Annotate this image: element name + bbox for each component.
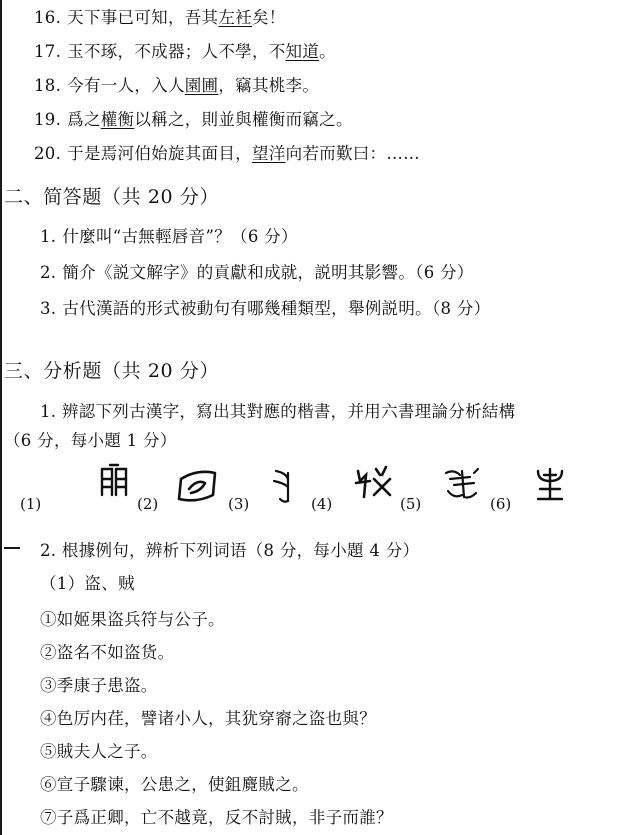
glyph-label-2: (2) xyxy=(137,495,159,513)
glyph-label-3: (3) xyxy=(228,495,250,513)
item-20: 20. 于是焉河伯始旋其面目，望洋向若而歎曰：…… xyxy=(34,144,420,163)
example-4: ④色厉内荏，譬诸小人，其犹穿窬之盗也與？ xyxy=(40,709,376,728)
ancient-glyph-1 xyxy=(92,461,132,505)
example-2: ②盗名不如盗货。 xyxy=(40,643,175,662)
ancient-glyph-row xyxy=(0,455,621,525)
glyph-label-5: (5) xyxy=(400,495,422,513)
example-1: ①如姬果盗兵符与公子。 xyxy=(40,610,225,629)
section2-item-2: 2. 簡介《説文解字》的貢獻和成就，説明其影響。（6 分） xyxy=(40,263,474,282)
section2-heading: 二、简答题（共 20 分） xyxy=(4,186,220,208)
scan-mark xyxy=(4,547,20,549)
ancient-glyph-5 xyxy=(440,465,486,507)
item-16: 16. 天下事已可知，吾其左衽矣！ xyxy=(34,8,286,27)
glyph-label-1: (1) xyxy=(20,495,42,513)
ancient-glyph-4 xyxy=(352,461,394,505)
scan-edge xyxy=(0,0,2,835)
example-6: ⑥宣子驟谏，公患之，使鉏麑賊之。 xyxy=(40,775,309,794)
section3-q2: 2. 根據例句，辨析下列词语（8 分，每小題 4 分） xyxy=(40,541,420,560)
section3-q1-line2: （6 分，每小題 1 分） xyxy=(4,431,177,450)
section2-item-3: 3. 古代漢語的形式被動句有哪幾種類型，舉例説明。（8 分） xyxy=(40,299,491,318)
ancient-glyph-2 xyxy=(173,467,221,505)
section2-item-1: 1. 什麼叫“古無輕唇音”？（6 分） xyxy=(40,227,298,246)
item-18: 18. 今有一人，入人園圃，竊其桃李。 xyxy=(34,76,320,95)
section3-heading: 三、分析题（共 20 分） xyxy=(4,360,220,382)
example-5: ⑤賊夫人之子。 xyxy=(40,742,158,761)
ancient-glyph-6 xyxy=(532,465,568,507)
item-17: 17. 玉不琢，不成器；人不學，不知道。 xyxy=(34,42,336,61)
example-3: ③季康子患盗。 xyxy=(40,676,158,695)
section3-q2-sub: （1）盗、贼 xyxy=(40,574,135,593)
section3-q1-line1: 1. 辨認下列古漢字，寫出其對應的楷書，并用六書理論分析結構 xyxy=(40,402,516,421)
glyph-label-6: (6) xyxy=(490,495,512,513)
ancient-glyph-3 xyxy=(268,465,298,505)
example-7: ⑦子爲正卿，亡不越竟，反不討賊，非子而誰？ xyxy=(40,808,393,827)
glyph-label-4: (4) xyxy=(311,495,333,513)
item-19: 19. 爲之權衡以稱之，則並與權衡而竊之。 xyxy=(34,110,353,129)
